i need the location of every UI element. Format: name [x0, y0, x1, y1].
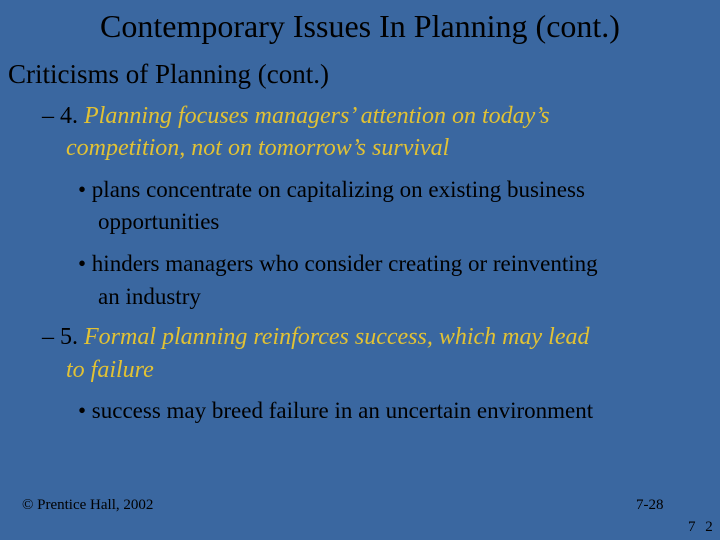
slide-title: Contemporary Issues In Planning (cont.) [100, 8, 620, 44]
point-5-text-cont: to failure [66, 357, 154, 383]
point-4-sub-2-cont: an industry [98, 284, 201, 309]
point-5-text: Formal planning reinforces success, which may lead [84, 324, 590, 350]
point-4 [42, 100, 550, 132]
copyright-footer: © Prentice Hall, 2002 [22, 497, 154, 513]
point-5-sub-1: • success may breed failure in an uncertain environment [78, 398, 594, 423]
page-number: 7 2 [688, 519, 713, 535]
slide-code: 7-28 [636, 497, 664, 513]
point-4-sub-1: • plans concentrate on capitalizing on existing business [78, 177, 585, 202]
point-4-sub-2: • hinders managers who consider creating or reinventing [78, 251, 598, 276]
point-4-text: Planning focuses managers’ attention on today’s [84, 103, 550, 129]
point-4-sub-1-cont: opportunities [98, 209, 220, 234]
section-heading: Criticisms of Planning (cont.) [8, 59, 329, 89]
point-4-number: – 4. [42, 103, 78, 129]
point-4-text-cont: competition, not on tomorrow’s survival [66, 135, 450, 161]
point-5-number: – 5. [42, 324, 78, 350]
point-5 [42, 321, 589, 353]
